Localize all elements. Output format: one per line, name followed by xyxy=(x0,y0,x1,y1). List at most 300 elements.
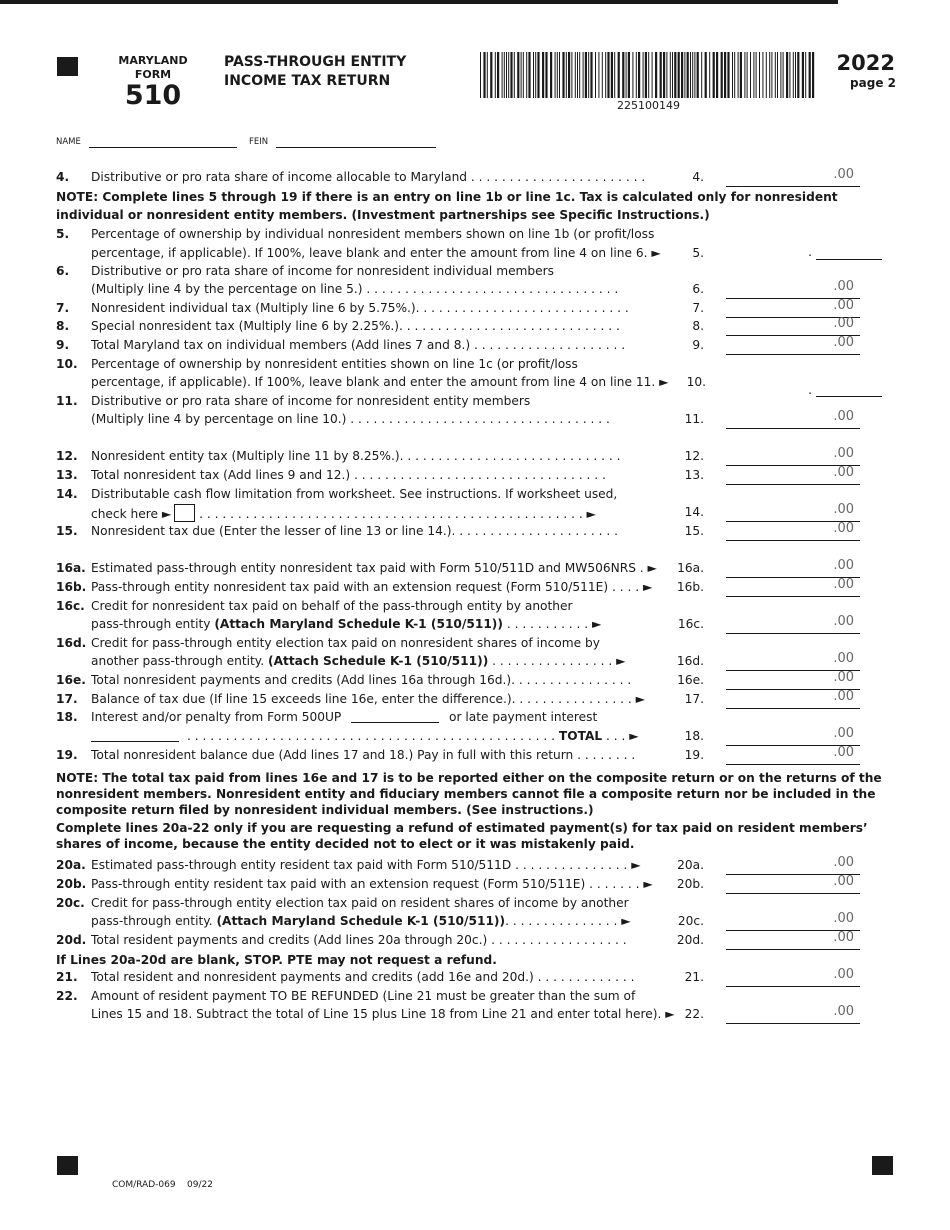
line-text: Lines 15 and 18. Subtract the total of Line 15 plus Line 18 from Line 21 and enter total here). ► xyxy=(91,1007,675,1021)
line-ref: 16e. xyxy=(677,673,704,687)
amount-field[interactable] xyxy=(726,167,860,187)
title-line-1: PASS-THROUGH ENTITY xyxy=(224,54,407,70)
barcode-bar xyxy=(769,52,770,98)
barcode-bar xyxy=(626,52,627,98)
line-10 xyxy=(56,356,894,375)
line-17 xyxy=(56,691,894,710)
line-text: Total nonresident tax (Add lines 9 and 12.) . . . . . . . . . . . . . . . . . . . . . . . . . . . . . . . . . xyxy=(91,468,606,482)
barcode-bar xyxy=(483,52,485,98)
line-ref: 18. xyxy=(684,729,704,743)
state-name: MARYLAND xyxy=(118,54,188,67)
barcode-bar xyxy=(550,52,552,98)
barcode-bar xyxy=(480,52,481,98)
line-ref: 12. xyxy=(684,449,704,463)
line-5-cont: percentage, if applicable). If 100%, leave blank and enter the amount from line 4 on line 6. ► 5. . xyxy=(56,245,894,264)
line-number: 8. xyxy=(56,319,70,333)
note-composite-return xyxy=(56,770,894,818)
registration-mark xyxy=(57,1156,78,1175)
cents: .00 xyxy=(833,651,854,666)
line-leader: . . . . . . . . . . . ► xyxy=(502,617,602,631)
amount-field[interactable] xyxy=(726,577,860,597)
barcode-bar xyxy=(579,52,580,98)
note-text: NOTE: The total tax paid from lines 16e and 17 is to be reported either on the composite return or on the returns of the xyxy=(56,771,882,785)
amount-field[interactable] xyxy=(726,689,860,709)
barcode-bar xyxy=(721,52,723,98)
line-number: 17. xyxy=(56,692,78,706)
line-leader: . . . . . . . . . . . . . . . . . . . . . . . . . . . . . . . . . . . . . . . . . . . . . . . . . . ► xyxy=(199,507,596,521)
line-text: Estimated pass-through entity resident tax paid with Form 510/511D . . . . . . . . . . . . . . . ► xyxy=(91,858,641,872)
line-16e xyxy=(56,672,894,691)
barcode-bar xyxy=(793,52,794,98)
barcode-bar xyxy=(632,52,633,98)
worksheet-checkbox[interactable] xyxy=(174,504,195,522)
line-ref: 8. xyxy=(692,319,704,333)
line-15 xyxy=(56,523,894,542)
line-20d xyxy=(56,932,894,951)
line-text: Percentage of ownership by nonresident entities shown on line 1c (or profit/loss xyxy=(91,357,578,371)
line-text: Percentage of ownership by individual nonresident members shown on line 1b (or profit/loss xyxy=(91,227,655,241)
barcode-bar xyxy=(514,52,515,98)
line-ref: 20d. xyxy=(676,933,704,947)
line-number: 21. xyxy=(56,970,78,984)
cents: .00 xyxy=(833,335,854,350)
barcode-bar xyxy=(684,52,685,98)
barcode-bar xyxy=(740,52,742,98)
barcode-bar xyxy=(614,52,615,98)
barcode-bar xyxy=(521,52,522,98)
barcode-bar xyxy=(690,52,691,98)
barcode-bar xyxy=(628,52,630,98)
barcode-bar xyxy=(759,52,760,98)
amount-field[interactable] xyxy=(726,335,860,355)
cents: .00 xyxy=(833,911,854,926)
barcode-bar xyxy=(697,52,699,98)
barcode-bar xyxy=(666,52,667,98)
line-22-cont xyxy=(56,1006,894,1025)
barcode-bar xyxy=(756,52,757,98)
line-text: pass-through entity xyxy=(91,617,215,631)
percentage-field[interactable] xyxy=(816,245,882,260)
cents: .00 xyxy=(833,577,854,592)
barcode-bar xyxy=(744,52,745,98)
line-20a xyxy=(56,857,894,876)
line-text: Estimated pass-through entity nonresident tax paid with Form 510/511D and MW506NRS . ► xyxy=(91,561,657,575)
barcode-bar xyxy=(775,52,776,98)
barcode-bar xyxy=(542,52,544,98)
barcode-bar xyxy=(595,52,596,98)
barcode-bar xyxy=(497,52,499,98)
line-14-cont xyxy=(56,504,894,523)
line-text: Total nonresident balance due (Add lines 17 and 18.) Pay in full with this return . . . . . . . . xyxy=(91,748,636,762)
line-20c-cont xyxy=(56,913,894,932)
line-6 xyxy=(56,263,894,282)
line-16c xyxy=(56,598,894,617)
barcode-bar xyxy=(598,52,599,98)
amount-field[interactable] xyxy=(726,874,860,894)
barcode-bar xyxy=(777,52,778,98)
barcode-bar xyxy=(795,52,796,98)
line-ref: 21. xyxy=(684,970,704,984)
cents: .00 xyxy=(833,316,854,331)
line-ref: 6. xyxy=(692,282,704,296)
section-divider xyxy=(0,3,838,4)
line-number: 20c. xyxy=(56,896,85,910)
line-number: 9. xyxy=(56,338,70,352)
cents: .00 xyxy=(833,874,854,889)
amount-field[interactable] xyxy=(726,465,860,485)
barcode-bar xyxy=(590,52,592,98)
barcode-bar xyxy=(805,52,806,98)
note-text: individual or nonresident entity members. (Investment partnerships see Specific Instructions.) xyxy=(56,208,710,222)
cents: .00 xyxy=(833,614,854,629)
line-number: 20d. xyxy=(56,933,87,947)
cents: .00 xyxy=(833,279,854,294)
line-leader: . . . . . . . . . . . . . . . ► xyxy=(505,914,631,928)
barcode-number: 225100149 xyxy=(617,99,680,112)
line-number: 6. xyxy=(56,264,70,278)
amount-field[interactable] xyxy=(726,930,860,950)
barcode-bar xyxy=(535,52,536,98)
barcode-bar xyxy=(533,52,534,98)
line-13 xyxy=(56,467,894,486)
barcode-bar xyxy=(557,52,558,98)
line-text: Total Maryland tax on individual members (Add lines 7 and 8.) . . . . . . . . . . . . . . . . . . . . xyxy=(91,338,626,352)
barcode-bar xyxy=(605,52,606,98)
line-ref: 16d. xyxy=(676,654,704,668)
line-ref: 17. xyxy=(684,692,704,706)
barcode-bar xyxy=(636,52,637,98)
line-12 xyxy=(56,448,894,467)
line-16a xyxy=(56,560,894,579)
barcode-bar xyxy=(812,52,814,98)
line-leader: . . . . . . . . . . . . . . . . . . . . . . . . . . . . . . . . . . . . . . . . . . . . . . . . xyxy=(187,729,556,743)
line-8 xyxy=(56,318,894,337)
barcode-bar xyxy=(575,52,576,98)
cents: .00 xyxy=(833,689,854,704)
barcode-bar xyxy=(692,52,693,98)
barcode-bar xyxy=(648,52,649,98)
line-9 xyxy=(56,337,894,356)
line-number: 7. xyxy=(56,301,70,315)
line-number: 16e. xyxy=(56,673,86,687)
barcode-bar xyxy=(678,52,680,98)
barcode-bar xyxy=(694,52,695,98)
barcode-bar xyxy=(663,52,665,98)
line-number: 12. xyxy=(56,449,78,463)
form-word: FORM xyxy=(134,68,172,81)
barcode-bar xyxy=(655,52,657,98)
cents: .00 xyxy=(833,726,854,741)
line-10-cont: percentage, if applicable). If 100%, leave blank and enter the amount from line 4 on line 11. ► 10. . xyxy=(56,374,894,393)
barcode-bar xyxy=(526,52,527,98)
amount-field[interactable] xyxy=(726,614,860,634)
barcode-bar xyxy=(750,52,751,98)
registration-mark xyxy=(57,57,78,76)
barcode-bar xyxy=(771,52,772,98)
cents: .00 xyxy=(833,670,854,685)
line-ref: 19. xyxy=(684,748,704,762)
barcode-bar xyxy=(537,52,539,98)
line-number: 20a. xyxy=(56,858,86,872)
form-number: 510 xyxy=(124,80,182,111)
line-ref: 10. xyxy=(686,375,706,389)
barcode-bar xyxy=(709,52,710,98)
line-ref: 7. xyxy=(692,301,704,315)
barcode-bar xyxy=(660,52,662,98)
line-text: Distributive or pro rata share of income for nonresident individual members xyxy=(91,264,555,278)
cents: .00 xyxy=(833,745,854,760)
title-line-2: INCOME TAX RETURN xyxy=(224,73,391,89)
barcode-bar xyxy=(670,52,671,98)
line-number: 5. xyxy=(56,227,70,241)
barcode-bar xyxy=(583,52,584,98)
line-text: or late payment interest xyxy=(449,710,598,724)
barcode-bar xyxy=(789,52,790,98)
barcode-bar xyxy=(747,52,748,98)
cents: .00 xyxy=(833,1004,854,1019)
line-text: Total resident payments and credits (Add lines 20a through 20c.) . . . . . . . . . . . . . . . . . . xyxy=(91,933,627,947)
line-11 xyxy=(56,393,894,412)
barcode-bar xyxy=(645,52,647,98)
line-14 xyxy=(56,486,894,505)
fein-field[interactable] xyxy=(276,147,436,148)
note-text: shares of income, because the entity decided not to elect or it was mistakenly paid. xyxy=(56,837,635,851)
barcode-bar xyxy=(611,52,613,98)
line-text: Distributable cash flow limitation from worksheet. See instructions. If worksheet used, xyxy=(91,487,618,501)
barcode-bar xyxy=(559,52,560,98)
line-text: (Multiply line 4 by the percentage on line 5.) . . . . . . . . . . . . . . . . . . . . . . . . . . . . . . . . . xyxy=(91,282,619,296)
barcode-bar xyxy=(762,52,763,98)
line-text: Pass-through entity nonresident tax paid with an extension request (Form 510/511E) . . . . ► xyxy=(91,580,653,594)
barcode-bar xyxy=(713,52,715,98)
line-21 xyxy=(56,969,894,988)
line-number: 10. xyxy=(56,357,78,371)
barcode-bar xyxy=(797,52,799,98)
barcode-bar xyxy=(753,52,754,98)
line-16c-cont xyxy=(56,616,894,635)
barcode-bar xyxy=(495,52,496,98)
barcode-bar xyxy=(766,52,767,98)
line-ref: 9. xyxy=(692,338,704,352)
cents: .00 xyxy=(833,855,854,870)
line-ref: 22. xyxy=(684,1007,704,1021)
total-label: TOTAL xyxy=(558,729,603,743)
barcode-bar xyxy=(638,52,640,98)
interest-penalty-field[interactable] xyxy=(351,722,439,723)
fein-label: FEIN xyxy=(249,137,269,147)
registration-mark xyxy=(872,1156,893,1175)
line-number: 20b. xyxy=(56,877,87,891)
cents: .00 xyxy=(833,967,854,982)
barcode-bar xyxy=(568,52,570,98)
note-text: composite return filed by nonresident individual members. (See instructions.) xyxy=(56,803,594,817)
line-number: 15. xyxy=(56,524,78,538)
barcode-bar xyxy=(504,52,505,98)
line-19 xyxy=(56,747,894,766)
line-text: Nonresident individual tax (Multiply line 6 by 5.75%.). . . . . . . . . . . . . . . . . . . . . . . . . . . . xyxy=(91,301,629,315)
line-number: 16c. xyxy=(56,599,85,613)
line-4 xyxy=(56,169,894,188)
barcode-bar xyxy=(508,52,509,98)
line-number: 4. xyxy=(56,170,70,184)
cents: .00 xyxy=(833,409,854,424)
form-revision-date: 09/22 xyxy=(187,1180,213,1190)
line-text: Interest and/or penalty from Form 500UP xyxy=(91,710,342,724)
barcode-bar xyxy=(566,52,567,98)
line-number: 19. xyxy=(56,748,78,762)
barcode-bar xyxy=(701,52,702,98)
note-text: NOTE: Complete lines 5 through 19 if there is an entry on line 1b or line 1c. Tax is calculated only for nonresident xyxy=(56,190,838,204)
barcode xyxy=(480,52,817,98)
line-6-cont xyxy=(56,281,894,300)
line-18-cont: . . . . . . . . . . . . . . . . . . . . . . . . . . . . . . . . . . . . . . . . . . . . . . . . TOTAL . . . ► 18. .00 xyxy=(56,728,894,747)
line-18 xyxy=(56,709,894,728)
line-16d xyxy=(56,635,894,654)
line-20c xyxy=(56,895,894,914)
amount-field[interactable] xyxy=(726,521,860,541)
line-16d-cont xyxy=(56,653,894,672)
line-20b xyxy=(56,876,894,895)
barcode-bar xyxy=(506,52,507,98)
barcode-bar xyxy=(643,52,644,98)
form-code-footer xyxy=(112,1180,213,1190)
line-ref: 20b. xyxy=(676,877,704,891)
note-refund-instructions xyxy=(56,820,894,852)
line-text: Pass-through entity resident tax paid with an extension request (Form 510/511E) . . . . . . . ► xyxy=(91,877,653,891)
attach-instruction: (Attach Schedule K-1 (510/511)) xyxy=(268,654,489,668)
line-text: percentage, if applicable). If 100%, leave blank and enter the amount from line 4 on line 6. ► xyxy=(91,246,661,260)
form-code: COM/RAD-069 xyxy=(112,1180,176,1190)
line-ref: 14. xyxy=(684,505,704,519)
name-label: NAME xyxy=(56,137,81,147)
stop-notice: If Lines 20a-20d are blank, STOP. PTE may not request a refund. xyxy=(56,953,497,967)
line-ref: 13. xyxy=(684,468,704,482)
form-title xyxy=(224,53,406,91)
line-ref: 15. xyxy=(684,524,704,538)
barcode-bar xyxy=(622,52,624,98)
line-ref: 11. xyxy=(684,412,704,426)
line-text: Amount of resident payment TO BE REFUNDED (Line 21 must be greater than the sum of xyxy=(91,989,636,1003)
barcode-bar xyxy=(562,52,564,98)
barcode-bar xyxy=(727,52,729,98)
barcode-bar xyxy=(588,52,589,98)
note-text: nonresident members. Nonresident entity and fiduciary members cannot file a composite return nor be included in the xyxy=(56,787,876,801)
barcode-bar xyxy=(780,52,781,98)
barcode-bar xyxy=(716,52,718,98)
barcode-bar xyxy=(681,52,683,98)
barcode-bar xyxy=(577,52,578,98)
barcode-bar xyxy=(809,52,811,98)
tax-year: 2022 xyxy=(836,51,895,75)
cents: .00 xyxy=(833,465,854,480)
cents: .00 xyxy=(833,167,854,182)
barcode-bar xyxy=(545,52,547,98)
line-number: 14. xyxy=(56,487,78,501)
barcode-bar xyxy=(571,52,572,98)
barcode-bar xyxy=(705,52,707,98)
line-text: Distributive or pro rata share of income for nonresident entity members xyxy=(91,394,531,408)
line-text: another pass-through entity. xyxy=(91,654,268,668)
barcode-bar xyxy=(555,52,556,98)
amount-field[interactable] xyxy=(726,967,860,987)
barcode-bar xyxy=(734,52,735,98)
form-state-label xyxy=(112,54,194,82)
line-11-cont xyxy=(56,411,894,430)
page-label: page 2 xyxy=(850,76,896,90)
line-16b xyxy=(56,579,894,598)
barcode-bar xyxy=(802,52,804,98)
line-ref: 16b. xyxy=(676,580,704,594)
line-text: Total nonresident payments and credits (Add lines 16a through 16d.). . . . . . . . . . . . . . . . xyxy=(91,673,632,687)
cents: .00 xyxy=(833,446,854,461)
line-ref: 4. xyxy=(692,170,704,184)
line-7 xyxy=(56,300,894,319)
line-22 xyxy=(56,988,894,1007)
line-text: Credit for pass-through entity election tax paid on resident shares of income by another xyxy=(91,896,629,910)
amount-field[interactable] xyxy=(726,1004,860,1024)
cents: .00 xyxy=(833,521,854,536)
cents: .00 xyxy=(833,298,854,313)
line-text: Credit for nonresident tax paid on behalf of the pass-through entity by another xyxy=(91,599,573,613)
barcode-bar xyxy=(672,52,673,98)
line-number: 16a. xyxy=(56,561,86,575)
line-number: 16d. xyxy=(56,636,87,650)
line-text: check here ► xyxy=(91,507,172,521)
line-ref: 20a. xyxy=(677,858,704,872)
barcode-bar xyxy=(487,52,488,98)
line-number: 11. xyxy=(56,394,78,408)
line-5 xyxy=(56,226,894,245)
line-ref: 16c. xyxy=(677,617,704,631)
barcode-bar xyxy=(607,52,609,98)
barcode-bar xyxy=(585,52,587,98)
late-interest-field[interactable] xyxy=(91,741,179,742)
line-leader: . . . . . . . . . . . . . . . . ► xyxy=(488,654,626,668)
barcode-bar xyxy=(528,52,530,98)
barcode-bar xyxy=(724,52,726,98)
line-number: 16b. xyxy=(56,580,87,594)
barcode-bar xyxy=(674,52,676,98)
cents: .00 xyxy=(833,930,854,945)
barcode-bar xyxy=(502,52,503,98)
note-lines-5-19 xyxy=(56,188,894,224)
barcode-bar xyxy=(490,52,492,98)
line-text: percentage, if applicable). If 100%, leave blank and enter the amount from line 4 on line 11. ► xyxy=(91,375,669,389)
amount-field[interactable] xyxy=(726,409,860,429)
barcode-bar xyxy=(618,52,620,98)
line-text: (Multiply line 4 by percentage on line 10.) . . . . . . . . . . . . . . . . . . . . . . . . . . . . . . . . . . xyxy=(91,412,610,426)
barcode-bar xyxy=(738,52,739,98)
line-text: Total resident and nonresident payments and credits (add 16e and 20d.) . . . . . . . . . . . . . xyxy=(91,970,635,984)
line-ref: 20c. xyxy=(677,914,704,928)
name-field[interactable] xyxy=(89,147,237,148)
line-text: Balance of tax due (If line 15 exceeds line 16e, enter the difference.). . . . . . . . . . . . . . . . ► xyxy=(91,692,646,706)
line-number: 22. xyxy=(56,989,78,1003)
note-text: Complete lines 20a-22 only if you are requesting a refund of estimated payment(s) for tax paid on resident members’ xyxy=(56,821,868,835)
barcode-bar xyxy=(652,52,653,98)
attach-instruction: (Attach Maryland Schedule K-1 (510/511)) xyxy=(214,617,503,631)
amount-field[interactable] xyxy=(726,745,860,765)
line-text: Distributive or pro rata share of income allocable to Maryland . . . . . . . . . . . . . . . . . . . . . . . xyxy=(91,170,646,184)
line-text: Nonresident entity tax (Multiply line 11 by 8.25%.). . . . . . . . . . . . . . . . . . . . . . . . . . . . . xyxy=(91,449,621,463)
cents: .00 xyxy=(833,558,854,573)
line-ref: 5. xyxy=(692,246,704,260)
line-text: Nonresident tax due (Enter the lesser of line 13 or line 14.). . . . . . . . . . . . . . . . . . . . . . xyxy=(91,524,619,538)
line-ref: 16a. xyxy=(677,561,704,575)
line-text: Credit for pass-through entity election tax paid on nonresident shares of income by xyxy=(91,636,600,650)
attach-instruction: (Attach Maryland Schedule K-1 (510/511)) xyxy=(216,914,506,928)
line-number: 18. xyxy=(56,710,78,724)
